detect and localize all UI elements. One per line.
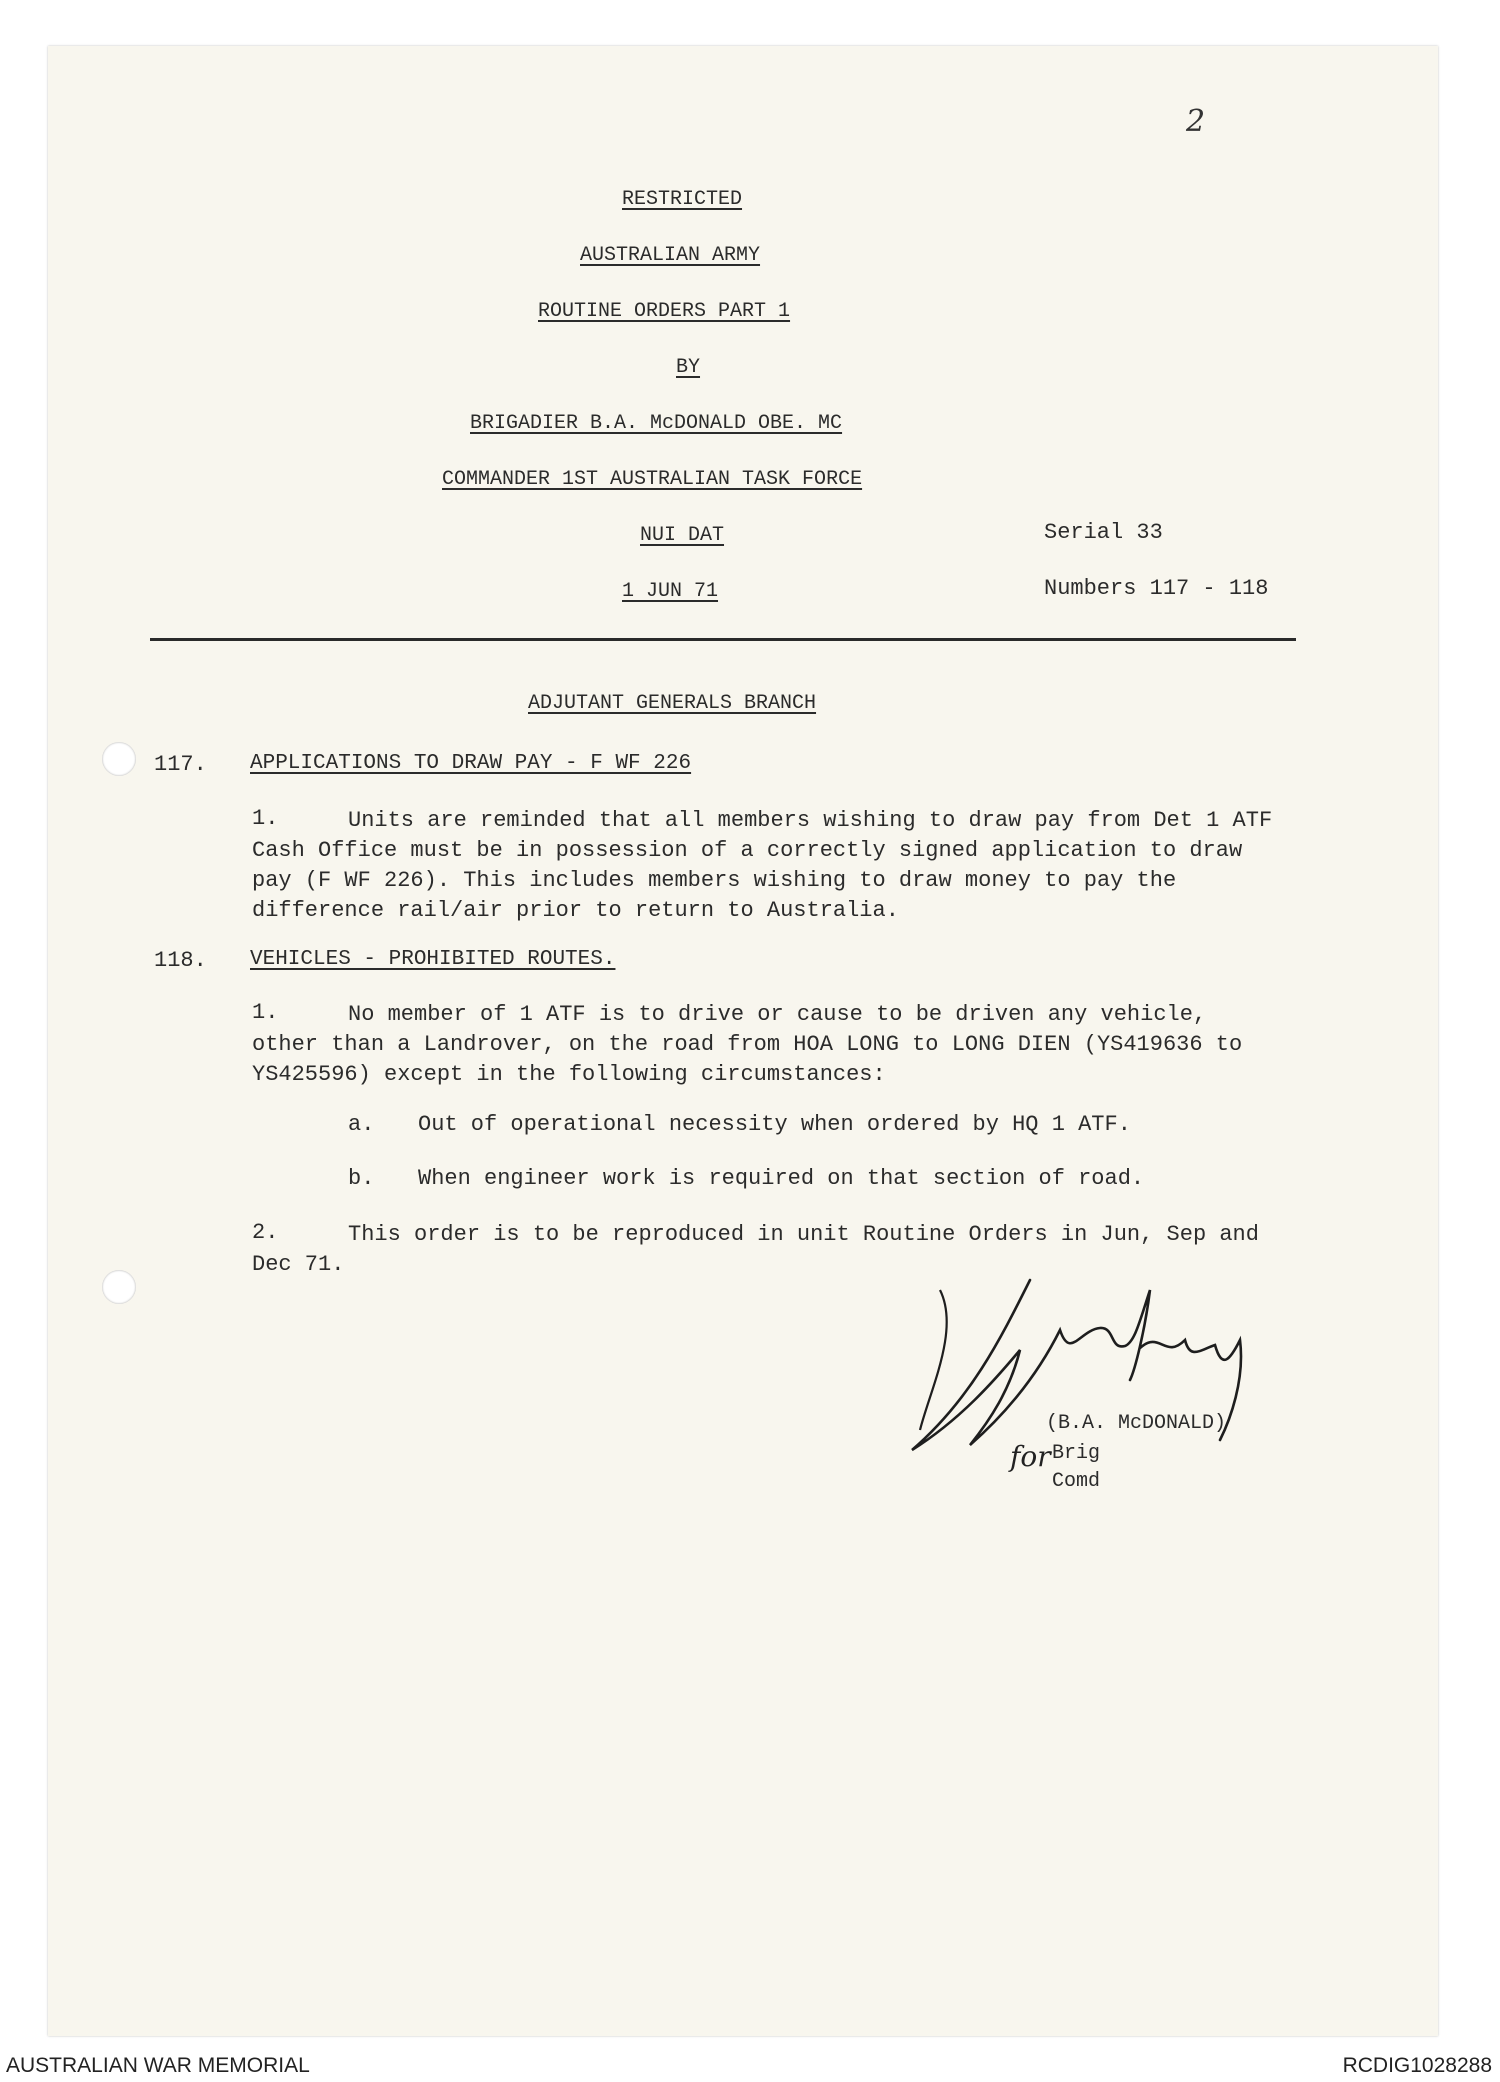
date-heading: 1 JUN 71 [622, 580, 719, 603]
by-heading: BY [676, 356, 701, 379]
location-heading: NUI DAT [640, 524, 725, 547]
header-divider [150, 638, 1296, 641]
branch-heading: ADJUTANT GENERALS BRANCH [528, 692, 817, 715]
army-heading: AUSTRALIAN ARMY [580, 244, 761, 267]
punch-hole-top [102, 742, 136, 776]
punch-hole-bottom [102, 1270, 136, 1304]
officer-heading: BRIGADIER B.A. McDONALD OBE. MC [470, 412, 843, 435]
order-paragraph: This order is to be reproduced in unit Routine Orders in Jun, Sep and Dec 71. [252, 1222, 1259, 1277]
subitem-text: Out of operational necessity when ordered by HQ 1 ATF. [418, 1112, 1131, 1137]
classification-heading: RESTRICTED [622, 188, 743, 211]
subitem-text: When engineer work is required on that section of road. [418, 1166, 1145, 1191]
signatory-name: (B.A. McDONALD) [1046, 1412, 1227, 1435]
for-annotation: for [1010, 1440, 1051, 1473]
order-paragraph: No member of 1 ATF is to drive or cause to be driven any vehicle, other than a Landrover, on the road from HOA LONG to LONG DIEN (YS419636 to YS425596) except in the following circumstances: [252, 1002, 1243, 1087]
order-numbers: Numbers 117 - 118 [1044, 576, 1269, 601]
subitem-label: b. [348, 1166, 375, 1191]
document-title: ROUTINE ORDERS PART 1 [538, 300, 791, 323]
paragraph-number: 1. [252, 806, 279, 831]
paragraph-number: 1. [252, 1000, 279, 1025]
order-number: 117. [154, 752, 207, 777]
archive-reference: RCDIG1028288 [1342, 2054, 1492, 2077]
signatory-appointment: Comd [1052, 1470, 1101, 1493]
subitem-label: a. [348, 1112, 375, 1137]
serial-number: Serial 33 [1044, 520, 1163, 545]
order-paragraph: Units are reminded that all members wishing to draw pay from Det 1 ATF Cash Office must be in possession of a correctly signed application to draw pay (F WF 226). This includes members wishing to draw money to pay the difference rail/air prior to return to Australia. [252, 808, 1273, 923]
paragraph-number: 2. [252, 1220, 279, 1245]
order-heading: APPLICATIONS TO DRAW PAY - F WF 226 [250, 752, 692, 775]
handwritten-page-number: 2 [1186, 104, 1206, 139]
archive-credit: AUSTRALIAN WAR MEMORIAL [6, 2054, 310, 2077]
order-number: 118. [154, 948, 207, 973]
appointment-heading: COMMANDER 1ST AUSTRALIAN TASK FORCE [442, 468, 863, 491]
signatory-rank: Brig [1052, 1442, 1101, 1465]
order-heading: VEHICLES - PROHIBITED ROUTES. [250, 948, 616, 971]
